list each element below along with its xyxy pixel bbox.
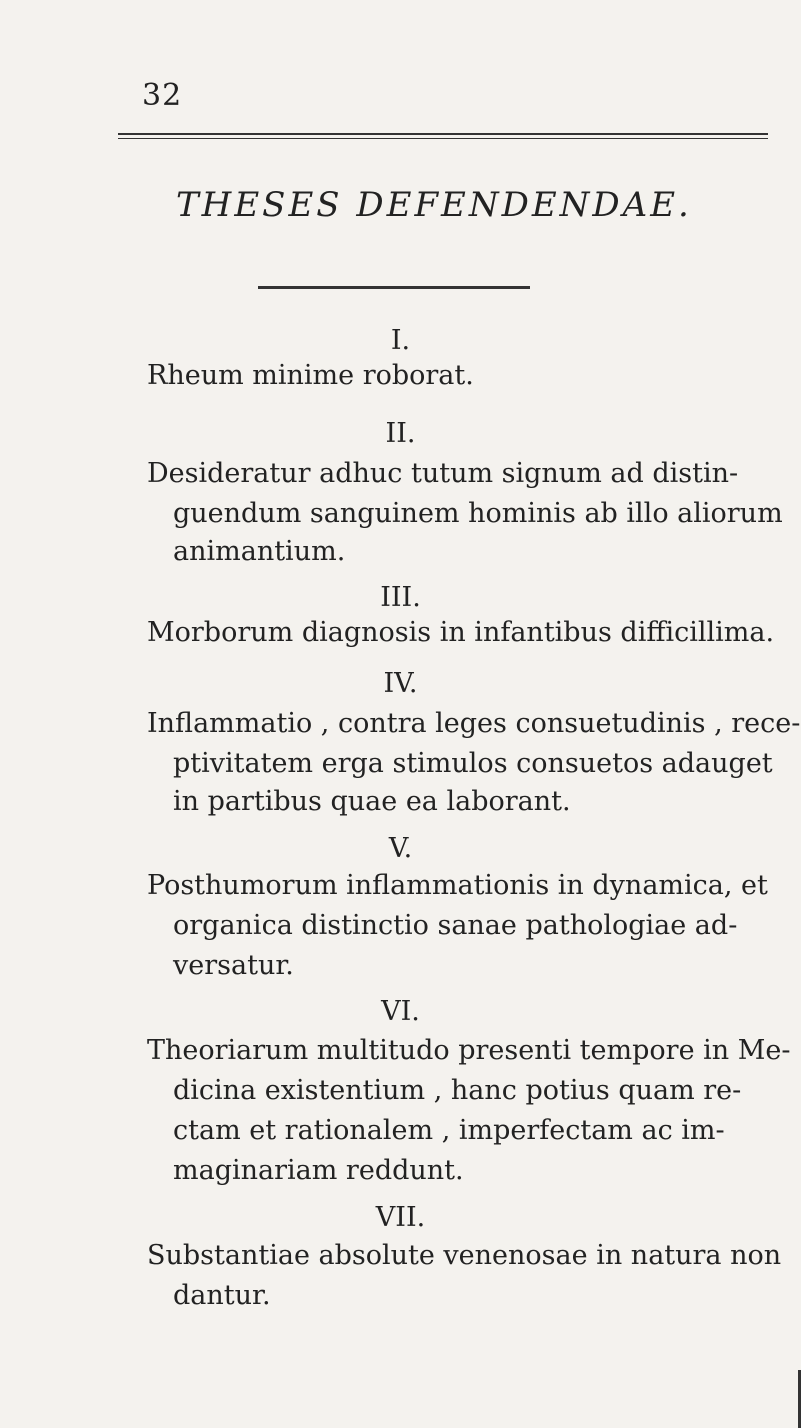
- title-rule: [258, 286, 530, 289]
- thesis-text: Rheum minime roborat.: [147, 360, 474, 391]
- thesis-text: maginariam reddunt.: [173, 1155, 464, 1186]
- page-number: 32: [142, 78, 183, 113]
- header-rule: [118, 133, 768, 135]
- thesis-text: Posthumorum inflammationis in dynamica, et: [147, 870, 768, 901]
- thesis-text: Theoriarum multitudo presenti tempore in Me-: [147, 1035, 791, 1066]
- thesis-text: ptivitatem erga stimulos consuetos adauget: [173, 748, 773, 779]
- thesis-text: ctam et rationalem , imperfectam ac im-: [173, 1115, 725, 1146]
- thesis-text: in partibus quae ea laborant.: [173, 786, 571, 817]
- thesis-text: Morborum diagnosis in infantibus difficillima.: [147, 617, 775, 648]
- thesis-numeral: III.: [380, 582, 421, 613]
- thesis-text: dicina existentium , hanc potius quam re-: [173, 1075, 742, 1106]
- thesis-numeral: II.: [385, 418, 416, 449]
- thesis-numeral: IV.: [383, 668, 418, 699]
- thesis-text: Desideratur adhuc tutum signum ad distin-: [147, 458, 739, 489]
- thesis-text: Inflammatio , contra leges consuetudinis , rece-: [147, 708, 801, 739]
- thesis-numeral: VII.: [375, 1202, 426, 1233]
- thesis-text: versatur.: [173, 950, 294, 981]
- thesis-text: organica distinctio sanae pathologiae ad-: [173, 910, 738, 941]
- thesis-text: guendum sanguinem hominis ab illo aliorum: [173, 498, 783, 529]
- thesis-text: dantur.: [173, 1280, 271, 1311]
- thesis-numeral: V.: [388, 833, 413, 864]
- thesis-text: animantium.: [173, 536, 346, 567]
- header-rule: [118, 138, 768, 139]
- thesis-numeral: I.: [390, 325, 411, 356]
- thesis-numeral: VI.: [381, 996, 420, 1027]
- thesis-text: Substantiae absolute venenosae in natura non: [147, 1240, 782, 1271]
- page-title: THESES DEFENDENDAE.: [176, 185, 692, 225]
